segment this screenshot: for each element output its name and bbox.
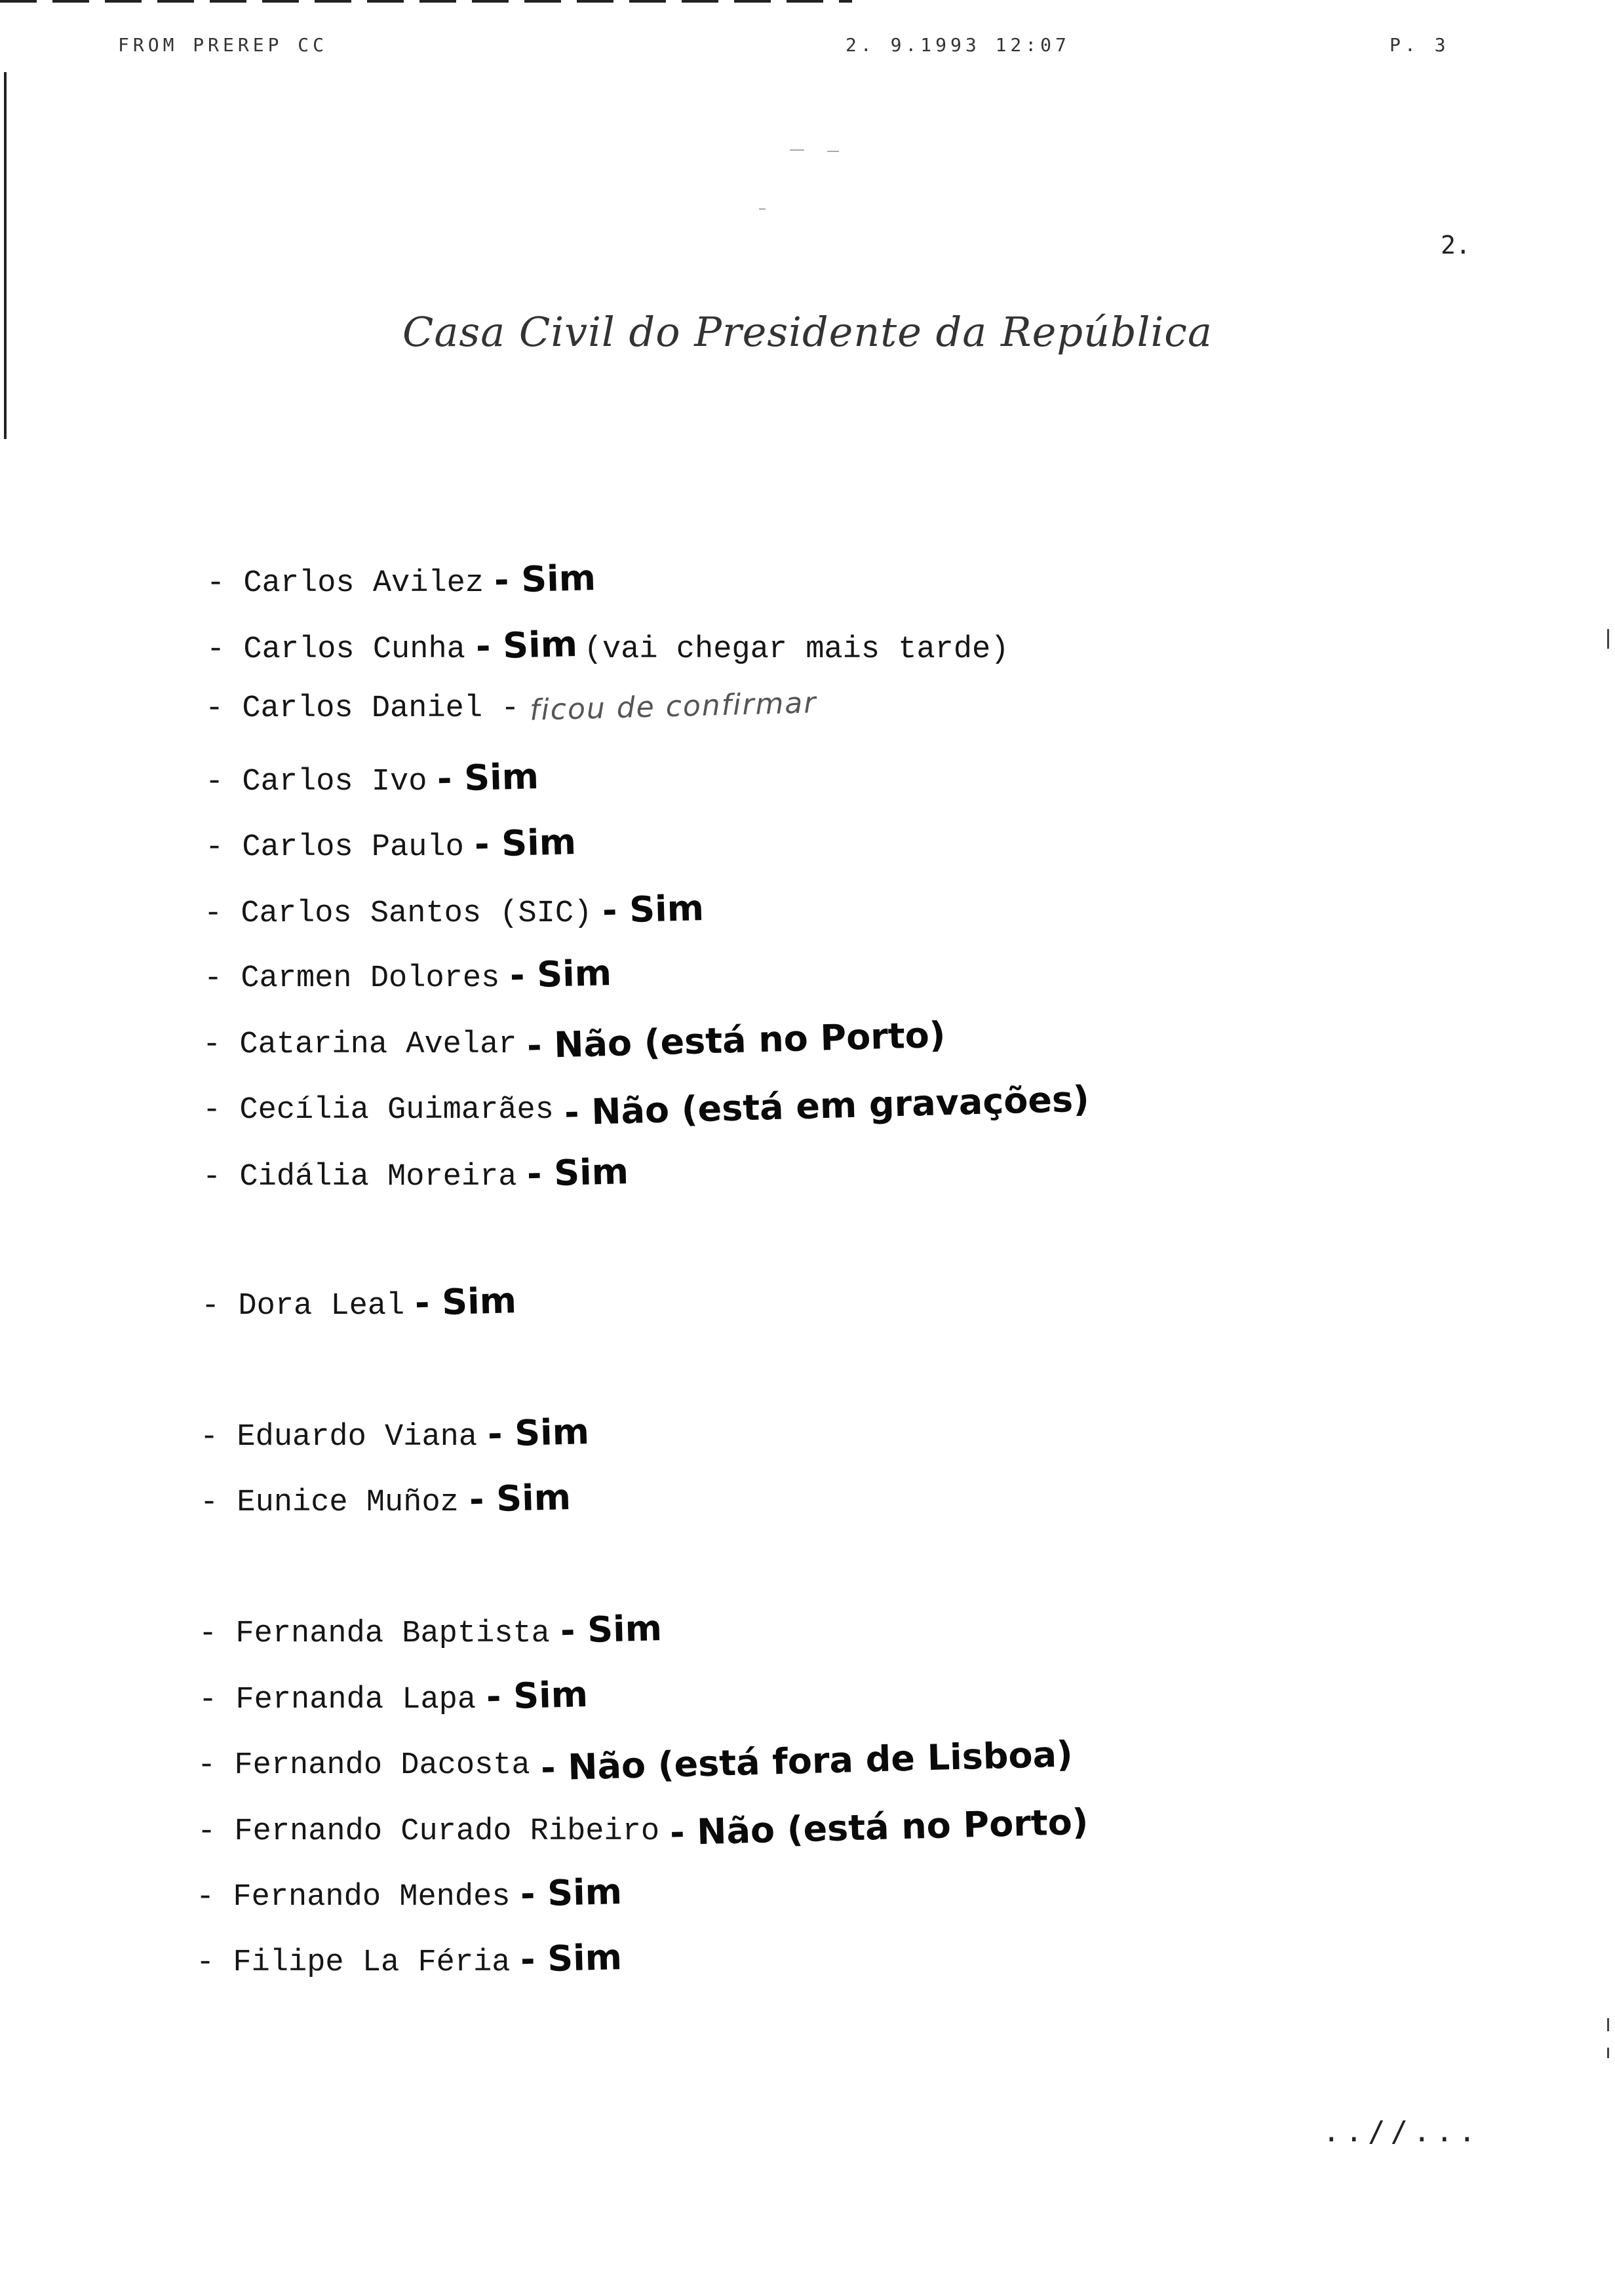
handwritten-response: - Sim xyxy=(602,887,705,932)
invitee-name: - Dora Leal xyxy=(201,1289,405,1324)
fax-page: P. 3 xyxy=(1390,34,1450,56)
invitee-name: - Fernando Curado Ribeiro xyxy=(197,1814,660,1849)
invitee-name: - Carlos Ivo xyxy=(205,765,427,799)
fax-from: FROM PREREP CC xyxy=(118,34,328,56)
handwritten-response: - Sim xyxy=(509,951,612,997)
handwritten-response: - Sim xyxy=(520,1936,623,1981)
handwritten-response: - Sim xyxy=(486,1673,589,1718)
invitee-name: - Fernando Dacosta xyxy=(197,1748,530,1783)
typed-remark: (vai chegar mais tarde) xyxy=(583,632,1009,667)
invitee-name: - Filipe La Féria xyxy=(196,1945,511,1980)
list-item xyxy=(197,1801,1089,1859)
invitee-name: - Fernando Mendes xyxy=(196,1880,511,1915)
invitee-name: - Carlos Cunha xyxy=(206,632,465,667)
handwritten-response: - Sim xyxy=(469,1476,572,1521)
handwritten-response: - Sim xyxy=(475,622,578,668)
invitee-name: - Carlos Daniel - xyxy=(205,691,520,726)
list-item xyxy=(206,624,1009,677)
handwritten-response: - Sim xyxy=(560,1607,663,1652)
invitee-name: - Fernanda Lapa xyxy=(199,1683,477,1717)
handwritten-response: ficou de confirmar xyxy=(529,686,818,727)
list-item xyxy=(196,1872,622,1924)
handwritten-response: - Sim xyxy=(474,820,577,866)
continuation-mark: ..//... xyxy=(1323,2115,1481,2149)
list-item xyxy=(203,1078,1090,1138)
invitee-name: - Fernanda Baptista xyxy=(199,1617,550,1651)
page-number: 2. xyxy=(1441,231,1471,259)
list-item xyxy=(200,1478,571,1530)
list-item xyxy=(196,1938,622,1990)
invitee-name: - Carlos Paulo xyxy=(205,830,464,865)
list-item xyxy=(203,1152,629,1204)
handwritten-response: - Sim xyxy=(414,1279,517,1324)
invitee-name: - Carmen Dolores xyxy=(204,961,500,996)
list-item xyxy=(205,757,539,809)
invitee-name: - Catarina Avelar xyxy=(203,1027,517,1062)
list-item xyxy=(204,889,704,941)
list-item xyxy=(200,1412,589,1464)
handwritten-response: - Não (está fora de Lisboa) xyxy=(540,1733,1074,1789)
list-item xyxy=(206,558,596,611)
handwritten-response: - Não (está em gravações) xyxy=(564,1078,1090,1134)
invitee-name: - Cidália Moreira xyxy=(203,1160,517,1195)
list-item xyxy=(201,1281,516,1333)
list-item xyxy=(199,1675,588,1727)
list-item xyxy=(204,953,612,1006)
invitee-name: - Cecília Guimarães xyxy=(203,1093,554,1128)
list-item xyxy=(199,1609,662,1661)
handwritten-response: - Sim xyxy=(437,755,540,800)
handwritten-response: - Sim xyxy=(520,1870,623,1915)
handwritten-response: - Sim xyxy=(494,556,596,602)
invitee-name: - Eunice Muñoz xyxy=(200,1485,459,1520)
list-item xyxy=(205,686,818,742)
list-item xyxy=(205,822,576,875)
handwritten-response: - Sim xyxy=(526,1150,630,1195)
handwritten-response: - Sim xyxy=(487,1410,590,1455)
list-item xyxy=(197,1733,1074,1793)
invitee-name: - Carlos Avilez xyxy=(206,566,484,601)
handwritten-response: - Não (está no Porto) xyxy=(526,1014,946,1067)
handwritten-response: - Não (está no Porto) xyxy=(669,1801,1089,1854)
letterhead-title: Casa Civil do Presidente da República xyxy=(402,308,1213,356)
invitee-name: - Carlos Santos (SIC) xyxy=(204,896,593,931)
list-item xyxy=(203,1014,946,1072)
fax-date-time: 2. 9.1993 12:07 xyxy=(846,34,1070,56)
invitee-name: - Eduardo Viana xyxy=(200,1420,478,1455)
